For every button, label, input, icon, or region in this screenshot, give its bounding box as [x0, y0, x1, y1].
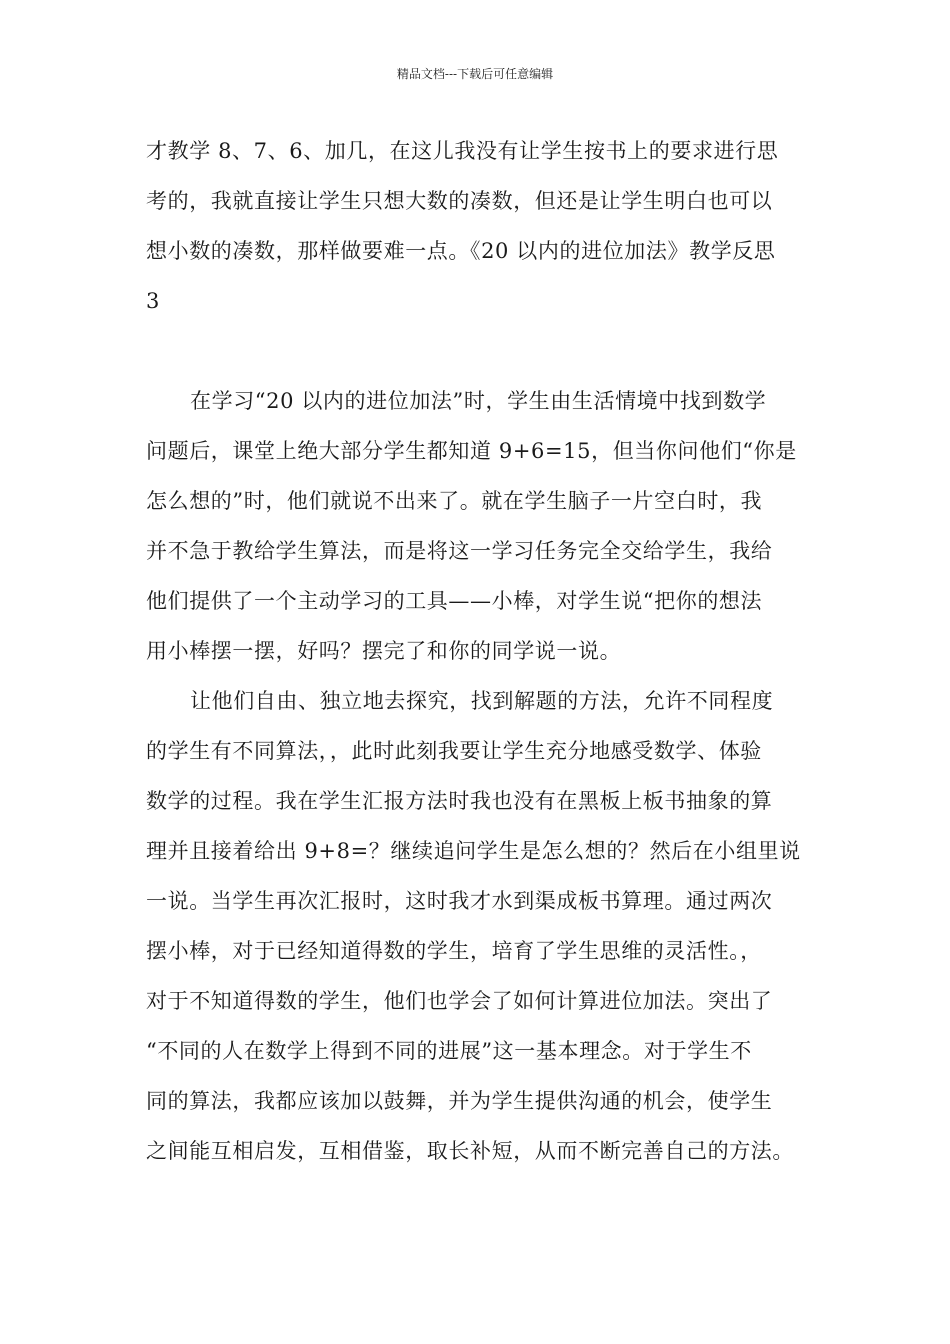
- text-line: 他们提供了一个主动学习的工具——小棒，对学生说“把你的想法: [146, 589, 763, 613]
- text-line: 一说。当学生再次汇报时，这时我才水到渠成板书算理。通过两次: [146, 889, 773, 913]
- text-line: 才教学 8、7、6、加几，在这儿我没有让学生按书上的要求进行思: [146, 139, 779, 163]
- text-line: 数学的过程。我在学生汇报方法时我也没有在黑板上板书抽象的算: [146, 789, 773, 813]
- text-line: 摆小棒，对于已经知道得数的学生，培育了学生思维的灵活性。，: [146, 939, 762, 963]
- text-line: 3: [146, 289, 160, 313]
- text-line: 用小棒摆一摆，好吗？摆完了和你的同学说一说。: [146, 639, 622, 663]
- text-line: 怎么想的”时，他们就说不出来了。就在学生脑子一片空白时，我: [146, 489, 763, 513]
- text-line: 之间能互相启发，互相借鉴，取长补短，从而不断完善自己的方法。: [146, 1139, 794, 1163]
- paragraph-first-line: 让他们自由、独立地去探究，找到解题的方法，允许不同程度: [190, 689, 774, 713]
- text-line: 同的算法，我都应该加以鼓舞，并为学生提供沟通的机会，使学生: [146, 1089, 773, 1113]
- text-line: 问题后，课堂上绝大部分学生都知道 9+6=15，但当你问他们“你是: [146, 439, 797, 463]
- text-line: 理并且接着给出 9+8=？继续追问学生是怎么想的？然后在小组里说: [146, 839, 801, 863]
- text-line: 想小数的凑数，那样做要难一点。《20 以内的进位加法》教学反思: [146, 239, 776, 263]
- page-header: 精品文档---下载后可任意编辑: [396, 67, 554, 81]
- text-line: 对于不知道得数的学生，他们也学会了如何计算进位加法。突出了: [146, 989, 773, 1013]
- paragraph-first-line: 在学习“20 以内的进位加法”时，学生由生活情境中找到数学: [190, 389, 767, 413]
- text-line: 的学生有不同算法，，此时此刻我要让学生充分地感受数学、体验: [146, 739, 762, 763]
- text-line: “不同的人在数学上得到不同的进展”这一基本理念。对于学生不: [146, 1039, 752, 1063]
- text-line: 并不急于教给学生算法，而是将这一学习任务完全交给学生，我给: [146, 539, 773, 563]
- text-line: 考的，我就直接让学生只想大数的凑数，但还是让学生明白也可以: [146, 189, 773, 213]
